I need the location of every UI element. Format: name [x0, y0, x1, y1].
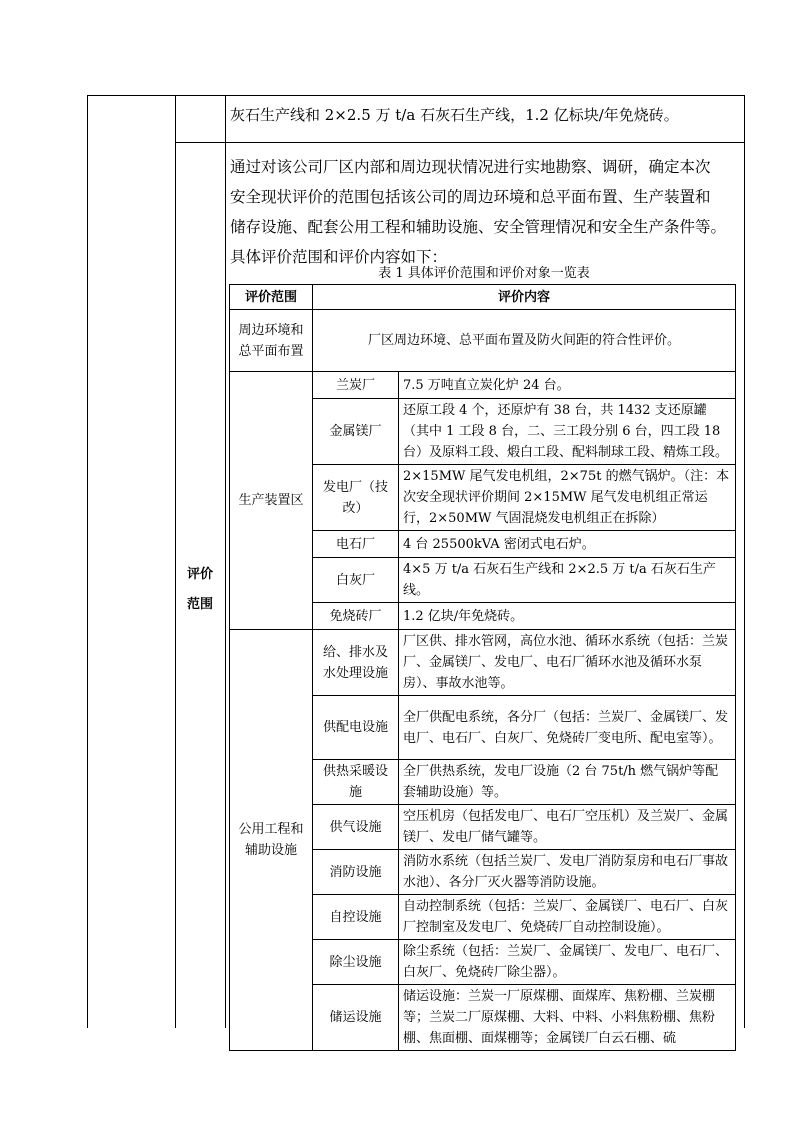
continuation-text: 灰石生产线和 2×2.5 万 t/a 石灰石生产线，1.2 亿标块/年免烧砖。	[230, 106, 679, 124]
sub-scope-cell: 储运设施	[313, 985, 399, 1051]
paragraph-line: 通过对该公司厂区内部和周边现状情况进行实地勘察、调研，确定本次	[230, 158, 711, 176]
section-label-line1: 评价	[186, 567, 213, 582]
paragraph-line: 储存设施、配套公用工程和辅助设施、安全管理情况和安全生产条件等。	[230, 218, 727, 236]
sub-scope-cell: 除尘设施	[313, 940, 399, 985]
paragraph-line: 具体评价范围和评价内容如下：	[230, 248, 448, 266]
sub-scope-cell: 白灰厂	[313, 558, 399, 603]
paragraph-line: 安全现状评价的范围包括该公司的周边环境和总平面布置、生产装置和	[230, 188, 711, 206]
sub-scope-cell: 供热采暖设施	[313, 760, 399, 805]
content-cell: 储运设施：兰炭一厂原煤棚、面煤库、焦粉棚、兰炭棚等；兰炭二厂原煤棚、大料、中料、小料焦粉棚、焦粉棚、焦面棚、面煤棚等；金属镁厂白云石棚、硫	[399, 985, 736, 1051]
table-header-row	[230, 285, 736, 310]
content-cell: 厂区周边环境、总平面布置及防火间距的符合性评价。	[313, 310, 736, 372]
content-cell: 2×15MW 尾气发电机组，2×75t 的燃气锅炉。（注：本次安全现状评价期间 2×15MW 尾气发电机组正常运行，2×50MW 气固混烧发电机组正在拆除）	[399, 465, 736, 531]
content-cell: 消防水系统（包括兰炭厂、发电厂消防泵房和电石厂事故水池）、各分厂灭火器等消防设施。	[399, 850, 736, 895]
group-cell-production: 生产装置区	[230, 372, 313, 630]
section-label	[175, 560, 225, 620]
header-content: 评价内容	[313, 285, 736, 310]
table-caption: 表 1 具体评价范围和评价对象一览表	[378, 266, 590, 281]
sub-scope-cell: 供气设施	[313, 805, 399, 850]
row-divider	[175, 142, 745, 143]
content-cell: 4×5 万 t/a 石灰石生产线和 2×2.5 万 t/a 石灰石生产线。	[399, 558, 736, 603]
content-cell: 除尘系统（包括：兰炭厂、金属镁厂、发电厂、电石厂、白灰厂、免烧砖厂除尘器）。	[399, 940, 736, 985]
table-row	[230, 630, 736, 696]
section-label-line2: 范围	[186, 597, 213, 612]
scope-cell: 周边环境和总平面布置	[230, 310, 313, 372]
scope-table	[229, 284, 736, 1051]
content-cell: 厂区供、排水管网，高位水池、循环水系统（包括：兰炭厂、金属镁厂、发电厂、电石厂循环水池及循环水泵房）、事故水池等。	[399, 630, 736, 696]
content-cell: 全厂供热系统，发电厂设施（2 台 75t/h 燃气锅炉等配套辅助设施）等。	[399, 760, 736, 805]
header-scope: 评价范围	[230, 285, 313, 310]
group-cell-utility: 公用工程和辅助设施	[230, 630, 313, 1051]
content-cell: 空压机房（包括发电厂、电石厂空压机）及兰炭厂、金属镁厂、发电厂储气罐等。	[399, 805, 736, 850]
content-cell: 1.2 亿块/年免烧砖。	[399, 603, 736, 630]
sub-scope-cell: 消防设施	[313, 850, 399, 895]
sub-scope-cell: 免烧砖厂	[313, 603, 399, 630]
sub-scope-cell: 供配电设施	[313, 696, 399, 760]
column-divider-2	[225, 95, 226, 1028]
content-cell: 自动控制系统（包括：兰炭厂、金属镁厂、电石厂、白灰厂控制室及发电厂、免烧砖厂自动控制设施）。	[399, 895, 736, 940]
content-cell: 还原工段 4 个，还原炉有 38 台，共 1432 支还原罐（其中 1 工段 8 台，二、三工段分别 6 台，四工段 18 台）及原料工段、煅白工段、配料制球工段、精炼工段。	[399, 399, 736, 465]
table-row	[230, 310, 736, 372]
sub-scope-cell: 给、排水及水处理设施	[313, 630, 399, 696]
scope-paragraph	[230, 152, 742, 272]
content-cell: 4 台 25500kVA 密闭式电石炉。	[399, 531, 736, 558]
sub-scope-cell: 金属镁厂	[313, 399, 399, 465]
sub-scope-cell: 发电厂（技改）	[313, 465, 399, 531]
content-cell: 7.5 万吨直立炭化炉 24 台。	[399, 372, 736, 399]
sub-scope-cell: 自控设施	[313, 895, 399, 940]
content-cell: 全厂供配电系统，各分厂（包括：兰炭厂、金属镁厂、发电厂、电石厂、白灰厂、免烧砖厂变电所、配电室等）。	[399, 696, 736, 760]
sub-scope-cell: 兰炭厂	[313, 372, 399, 399]
sub-scope-cell: 电石厂	[313, 531, 399, 558]
table-row	[230, 372, 736, 399]
